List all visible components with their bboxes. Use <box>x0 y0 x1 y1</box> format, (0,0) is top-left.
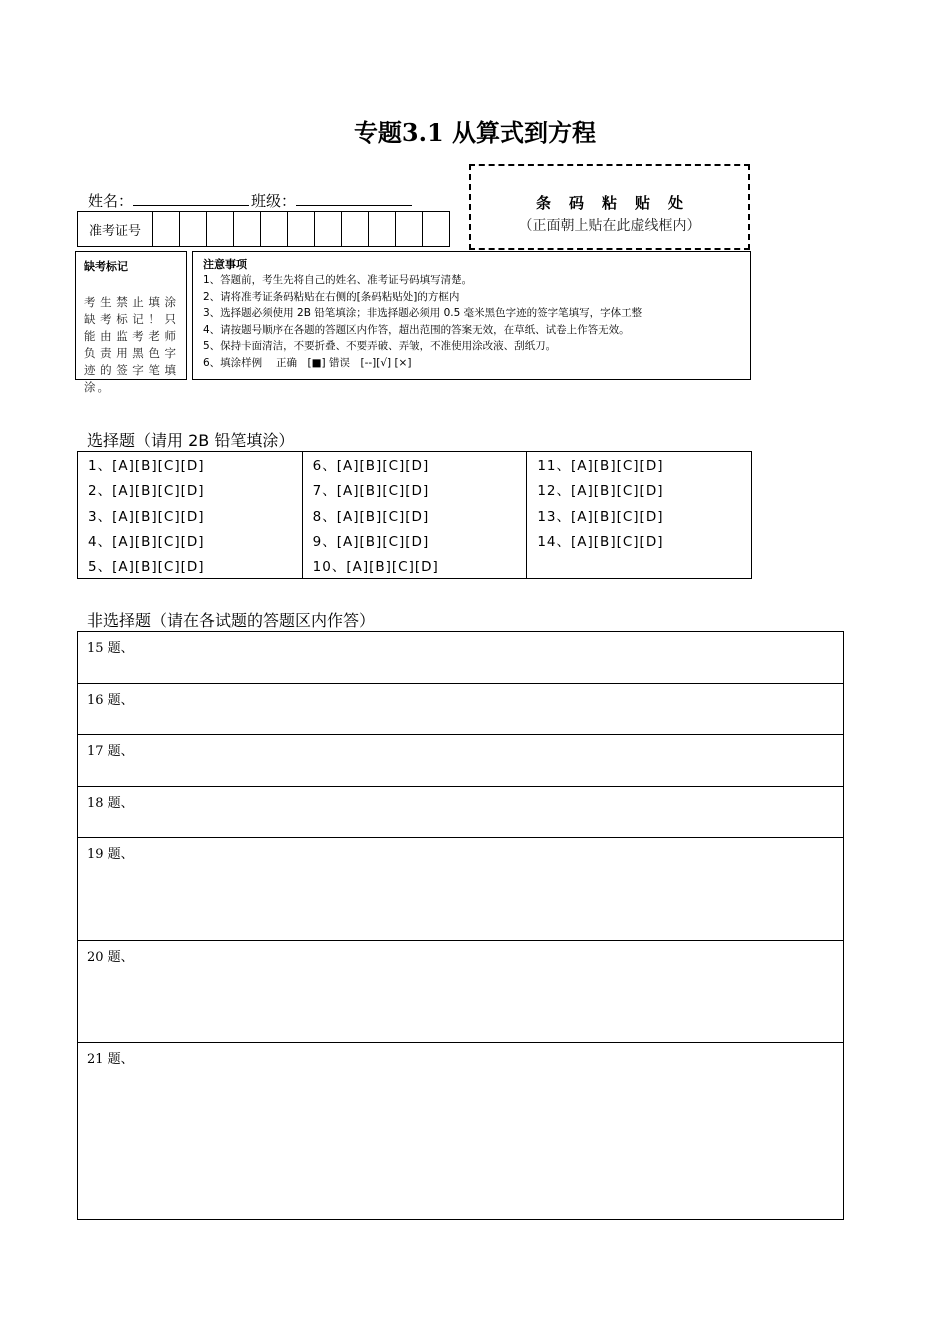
exam-id-digit-cell[interactable] <box>315 212 342 246</box>
mcq-item[interactable]: 11、[A][B][C][D] <box>537 458 664 474</box>
name-class-line <box>88 190 414 211</box>
mcq-item[interactable]: 7、[A][B][C][D] <box>312 483 430 500</box>
exam-id-digit-cell[interactable] <box>396 212 423 246</box>
exam-id-digit-cell[interactable] <box>153 212 180 246</box>
mcq-column <box>303 452 528 578</box>
page-title: 专题3.1 从算式到方程 <box>353 118 597 147</box>
question-label: 18 题、 <box>87 795 134 811</box>
mcq-item[interactable]: 5、[A][B][C][D] <box>88 559 205 576</box>
question-label: 19 题、 <box>87 847 134 862</box>
mcq-column <box>78 452 303 578</box>
class-label: 班级： <box>251 192 297 210</box>
answer-area[interactable] <box>78 735 843 787</box>
answer-area[interactable] <box>78 684 843 736</box>
mcq-item[interactable]: 4、[A][B][C][D] <box>88 533 205 550</box>
answer-area[interactable] <box>78 1043 843 1219</box>
name-field[interactable] <box>133 191 249 206</box>
mcq-item[interactable]: 12、[A][B][C][D] <box>537 483 664 500</box>
notes-item: 1、答题前，考生先将自己的姓名、准考证号码填写清楚。 <box>203 274 473 286</box>
exam-id-label: 准考证号 <box>78 212 153 246</box>
mcq-item[interactable]: 14、[A][B][C][D] <box>537 533 664 550</box>
exam-id-digit-cell[interactable] <box>369 212 396 246</box>
mcq-item[interactable]: 3、[A][B][C][D] <box>88 508 205 525</box>
notes-item: 3、选择题必须使用 2B 铅笔填涂；非选择题必须用 0.5 毫米黑色字迹的签字笔填写，字体工整 <box>203 307 643 319</box>
notes-item: 2、请将准考证条码粘贴在右侧的[条码粘贴处]的方框内 <box>203 290 460 303</box>
exam-id-digit-cell[interactable] <box>234 212 261 246</box>
absent-mark-title: 缺考标记 <box>84 260 128 273</box>
answer-area[interactable] <box>78 787 843 839</box>
barcode-subtitle: （正面朝上贴在此虚线框内） <box>518 218 701 234</box>
exam-id-digit-cell[interactable] <box>342 212 369 246</box>
free-response-section-label: 非选择题（请在各试题的答题区内作答） <box>87 611 376 630</box>
mcq-item[interactable]: 8、[A][B][C][D] <box>312 508 430 525</box>
notes-item: 4、请按题号顺序在各题的答题区内作答，超出范围的答案无效，在草纸、试卷上作答无效。 <box>203 323 630 336</box>
question-label: 20 题、 <box>87 950 134 965</box>
mcq-section-label: 选择题（请用 2B 铅笔填涂） <box>87 431 295 450</box>
answer-area[interactable] <box>78 632 843 684</box>
exam-id-digit-cell[interactable] <box>180 212 207 246</box>
mcq-table <box>77 451 752 579</box>
question-label: 17 题、 <box>87 744 134 759</box>
answer-area[interactable] <box>78 941 843 1043</box>
question-label: 21 题、 <box>87 1052 134 1067</box>
absent-mark-box <box>75 251 187 394</box>
mcq-item[interactable]: 9、[A][B][C][D] <box>312 533 430 550</box>
barcode-area <box>469 164 750 250</box>
exam-id-table <box>77 211 450 247</box>
mcq-column <box>527 452 751 578</box>
absent-mark-text: 考生禁止填涂缺考标记！只能由监考老师负责用黑色字迹的签字笔填涂。 <box>84 295 178 394</box>
barcode-title: 条码粘贴处 <box>535 194 701 212</box>
exam-id-digit-cell[interactable] <box>207 212 234 246</box>
exam-id-digit-cell[interactable] <box>423 212 449 246</box>
notes-title: 注意事项 <box>203 258 247 271</box>
notes-item: 5、保持卡面清洁，不要折叠、不要弄破、弄皱，不准使用涂改液、刮纸刀。 <box>203 340 557 352</box>
mcq-item[interactable]: 2、[A][B][C][D] <box>88 483 205 500</box>
exam-id-digit-cell[interactable] <box>261 212 288 246</box>
mcq-item[interactable]: 1、[A][B][C][D] <box>88 458 205 474</box>
mcq-item[interactable]: 6、[A][B][C][D] <box>312 458 430 474</box>
notes-box <box>192 251 751 380</box>
mcq-item[interactable]: 10、[A][B][C][D] <box>312 559 439 576</box>
mcq-item[interactable]: 13、[A][B][C][D] <box>537 508 664 525</box>
answer-area[interactable] <box>78 838 843 941</box>
notes-item: 6、填涂样例 正确 [■] 错误 [--][√] [×] <box>203 356 412 369</box>
class-field[interactable] <box>296 191 412 206</box>
question-label: 15 题、 <box>87 641 134 656</box>
question-label: 16 题、 <box>87 692 134 708</box>
free-response-table <box>77 631 844 1220</box>
name-label: 姓名： <box>88 192 134 210</box>
exam-id-digit-cell[interactable] <box>288 212 315 246</box>
